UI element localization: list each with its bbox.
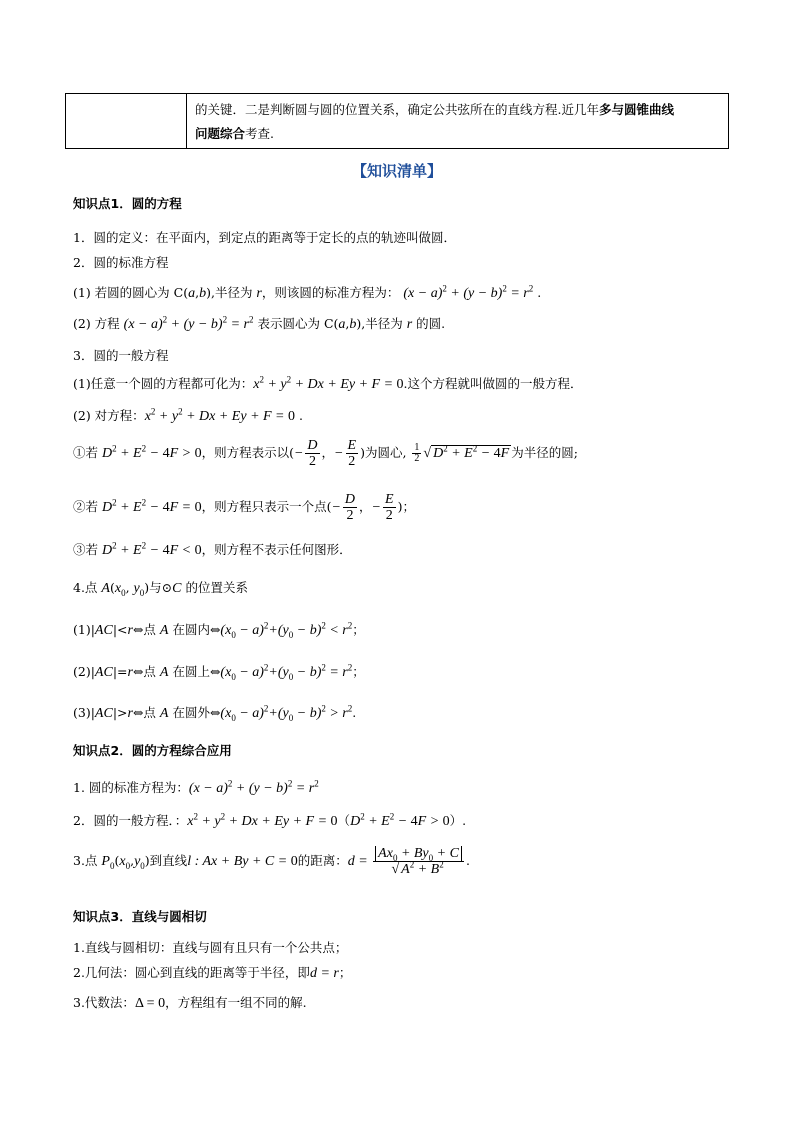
- kp1-general-1: (1)任意一个圆的方程都可化为：$x^2 + y^2 + Dx + Ey + F = 0$.这个方程就叫做圆的一般方程．: [73, 374, 583, 392]
- kp2-item-3: 3.点 $P_0(x_0,y_0)$到直线l : Ax + By + C = 0的距离：d = $\frac{Ax_0 + By_0 + C}{√ A^2 + B^2}$ .: [73, 846, 470, 877]
- kp1-standard-1: (1) 若圆的圆心为 C(a,b),半径为 r，则该圆的标准方程为： $(x - a)^2 + (y - b)^2 = r^2$ .: [73, 283, 542, 301]
- kp1-point-outside: (3)|AC|>r⇔点 A 在圆外$\Leftrightarrow(x_0 - a)^2+(y_0 - b)^2 > r^2$.: [73, 703, 357, 723]
- kp1-point-heading: 4.点 $A(x_0$, $y_0$)与⊙C 的位置关系: [73, 580, 248, 598]
- section-title: 【知识清单】: [351, 162, 442, 180]
- kp1-point-on: (2)|AC|=r⇔点 A 在圆上$\Leftrightarrow(x_0 - a)^2+(y_0 - b)^2 = r^2$；: [73, 662, 365, 682]
- kp1-standard-2: (2) 方程 $(x - a)^2 + (y - b)^2 = r^2$ 表示圆心为 C(a,b),半径为 r 的圆.: [73, 314, 446, 332]
- intro-table: [65, 93, 729, 149]
- kp1-general-2: (2) 对方程：$x^2 + y^2 + Dx + Ey + F = 0$ .: [73, 406, 303, 424]
- kp2-title: 知识点2．圆的方程综合应用: [73, 743, 232, 758]
- kp1-item-3: 3．圆的一般方程: [73, 348, 169, 363]
- kp3-item-3: 3.代数法：Δ = 0，方程组有一组不同的解.: [73, 995, 307, 1011]
- kp3-title: 知识点3．直线与圆相切: [73, 909, 207, 924]
- intro-line-2: 问题综合考查.: [195, 126, 274, 141]
- intro-table-left-cell: [66, 94, 187, 148]
- kp1-case-3: ③若 $D^2 + E^2 - 4F < 0$，则方程不表示任何图形．: [73, 540, 352, 558]
- kp1-point-inside: (1)|AC|<r⇔点 A 在圆内$\Leftrightarrow(x_0 - a)^2+(y_0 - b)^2 < r^2$；: [73, 620, 365, 640]
- kp2-item-2: 2．圆的一般方程．：$x^2 + y^2 + Dx + Ey + F = 0(D^2 + E^2 - 4F > 0)$.: [73, 811, 467, 829]
- kp2-item-1: 1. 圆的标准方程为：$(x - a)^2 + (y - b)^2 = r^2$: [73, 778, 319, 796]
- kp1-case-2: ②若 $D^2 + E^2 - 4F = 0$，则方程只表示一个点(− $\frac{D}{2}$ ，− $\frac{E}{2}$ )；: [73, 492, 415, 523]
- intro-line-1: 的关键．二是判断圆与圆的位置关系，确定公共弦所在的直线方程.近几年多与圆锥曲线: [195, 102, 674, 117]
- kp1-title: 知识点1．圆的方程: [73, 196, 182, 211]
- kp3-item-2: 2.几何法：圆心到直线的距离等于半径，即d = r；: [73, 965, 352, 981]
- kp1-item-2: 2．圆的标准方程: [73, 255, 169, 270]
- kp1-item-1: 1．圆的定义：在平面内，到定点的距离等于定长的点的轨迹叫做圆．: [73, 230, 456, 245]
- kp3-item-1: 1.直线与圆相切：直线与圆有且只有一个公共点；: [73, 940, 348, 955]
- kp1-case-1: ①若 $D^2 + E^2 - 4F > 0$，则方程表示以(− $\frac{D}{2}$ ，− $\frac{E}{2}$ )为圆心, $\frac{1}{2}$ √ $D^2 + E^2 - 4F$ 为半径的圆;: [73, 438, 578, 469]
- intro-table-right-cell: [187, 94, 728, 148]
